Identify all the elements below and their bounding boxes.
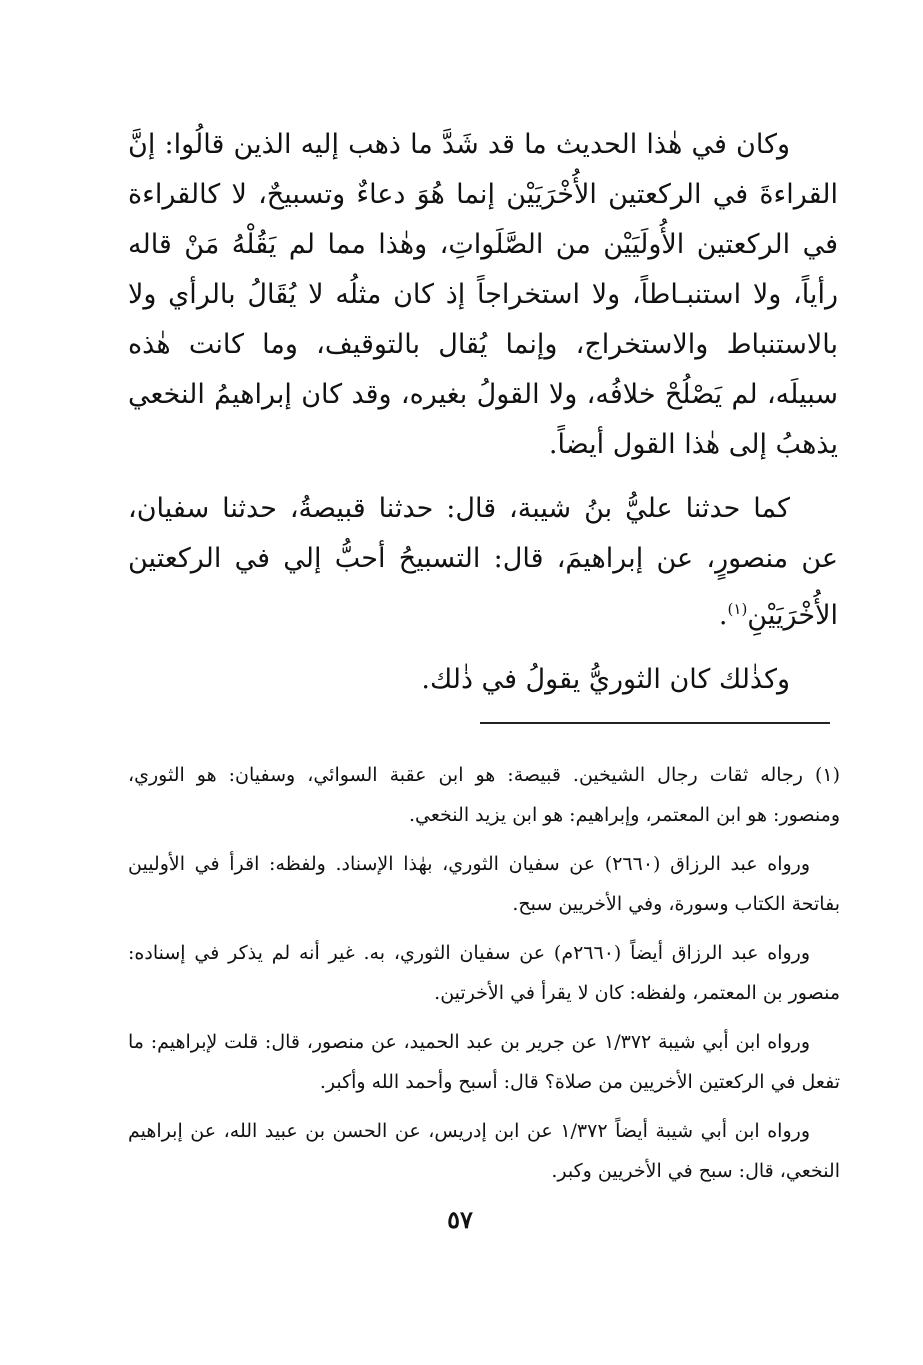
footnote-marker: (١) — [727, 600, 748, 618]
footnote-separator — [480, 722, 830, 724]
footnote-text: ورواه عبد الرزاق أيضاً (٢٦٦٠م) عن سفيان الثوري، به. غير أنه لم يذكر في إسناده: منصور بن المعتمر، ولفظه: كان لا يقرأ في الأخرتين. — [128, 942, 840, 1004]
paragraph: كما حدثنا عليُّ بنُ شيبة، قال: حدثنا قبيصةُ، حدثنا سفيان، عن منصورٍ، عن إبراهيمَ، قال: التسبيحُ أحبُّ إلي في الركعتين الأُخْرَيَيْنِ$^{(١)}$. — [128, 493, 838, 631]
footnote — [128, 1022, 840, 1102]
page-number: ٥٧ — [447, 1205, 473, 1234]
paragraph-text: وكان في هٰذا الحديث ما قد شَدَّ ما ذهب إليه الذين قالُوا: إنَّ القراءةَ في الركعتين الأُخْرَيَيْن إنما هُوَ دعاءٌ وتسبيحٌ، لا كالقراءة في الركعتين الأُولَيَيْن من الصَّلَواتِ، وهٰذا مما لم يَقُلْهُ مَنْ قاله رأياً، ولا استنبـاطاً، ولا استخراجاً إذ كان مثلُه لا يُقَالُ بالرأي ولا بالاستنباط والاستخراج، وإنما يُقال بالتوقيف، وما كانت هٰذه سبيلَه، لم يَصْلُحْ خلافُه، ولا القولُ بغيره، وقد كان إبراهيمُ النخعي يذهبُ إلى هٰذا القول أيضاً. — [128, 129, 838, 460]
footnote — [128, 1111, 840, 1191]
footnote-text: ورواه عبد الرزاق (٢٦٦٠) عن سفيان الثوري، بهٰذا الإسناد. ولفظه: اقرأ في الأوليين بفاتحة الكتاب وسورة، وفي الأخريين سبح. — [128, 853, 840, 915]
footnote — [128, 933, 840, 1013]
paragraph-text: كما حدثنا عليُّ بنُ شيبة، قال: حدثنا قبيصةُ، حدثنا سفيان، عن منصورٍ، عن إبراهيمَ، قال: التسبيحُ أحبُّ إلي في الركعتين الأُخْرَيَيْنِ — [128, 493, 838, 631]
footnote — [128, 755, 840, 835]
footnote-text: ورواه ابن أبي شيبة ١/٣٧٢ عن جرير بن عبد الحميد، عن منصور، قال: قلت لإبراهيم: ما تفعل في الركعتين الأخريين من صلاة؟ قال: أسبح وأحمد الله وأكبر. — [128, 1031, 840, 1093]
paragraph — [128, 120, 838, 470]
main-text — [128, 120, 838, 719]
footnote-text: ورواه ابن أبي شيبة أيضاً ١/٣٧٢ عن ابن إدريس، عن الحسن بن عبيد الله، عن إبراهيم النخعي، قال: سبح في الأخريين وكبر. — [128, 1120, 840, 1182]
paragraph-text: وكذٰلك كان الثوريُّ يقولُ في ذٰلك. — [421, 664, 790, 695]
paragraph — [128, 655, 838, 705]
footnote — [128, 844, 840, 924]
footnotes — [128, 755, 840, 1200]
footnote-text: (١) رجاله ثقات رجال الشيخين. قبيصة: هو ابن عقبة السوائي، وسفيان: هو الثوري، ومنصور: هو ابن المعتمر، وإبراهيم: هو ابن يزيد النخعي. — [128, 764, 840, 826]
